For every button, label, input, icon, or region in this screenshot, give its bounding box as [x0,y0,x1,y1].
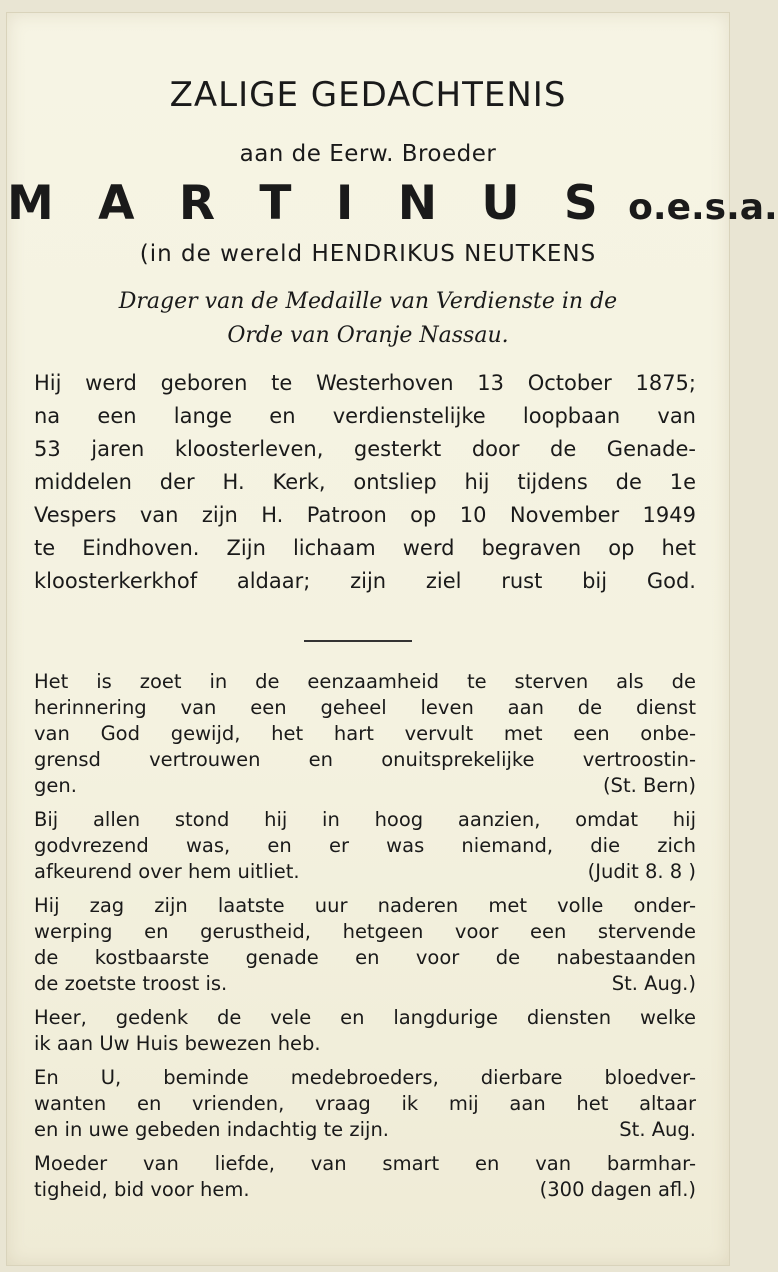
quote-line: en in uwe gebeden indachtig te zijn. [34,1118,390,1141]
quote-final-line [34,971,696,997]
quote-line: gen. [34,774,77,797]
quote-block [34,1005,696,1057]
quote-source: (Judit 8. 8 ) [587,860,696,883]
quote-source: (300 dagen afl.) [539,1178,696,1201]
quote-block [34,669,696,799]
quote-final-line [34,1031,696,1057]
quote-line: En U, beminde medebroeders, dierbare bloedver- [34,1066,696,1089]
quote-line: godvrezend was, en er was niemand, die zich [34,834,696,857]
quote-line: Moeder van liefde, van smart en van barmhar- [34,1152,696,1175]
quote-line: de kostbaarste genade en voor de nabestaanden [34,946,696,969]
biography-line: Vespers van zijn H. Patroon op 10 November 1949 [34,503,696,527]
quote-source: St. Aug. [619,1118,696,1141]
deceased-name [7,176,778,231]
quote-line: Het is zoet in de eenzaamheid te sterven als de [34,670,696,693]
card-title: ZALIGE GEDACHTENIS [169,75,567,115]
quote-line: Heer, gedenk de vele en langdurige diensten welke [34,1006,696,1029]
quote-line: Hij zag zijn laatste uur naderen met volle onder- [34,894,696,917]
quote-final-line [34,773,696,799]
memorial-card [6,12,778,1266]
dedication-line: aan de Eerw. Broeder [239,141,497,167]
biography-line: kloosterkerkhof aldaar; zijn ziel rust bij God. [34,569,696,593]
biography-line: 53 jaren kloosterleven, gesterkt door de Genade- [34,437,696,461]
biography [34,367,696,598]
divider [304,640,412,642]
quote-source: (St. Bern) [602,774,696,797]
quote-block [34,1065,696,1143]
biography-line: na een lange en verdienstelijke loopbaan van [34,404,696,428]
order-abbreviation: o.e.s.a. [628,187,778,228]
quote-final-line [34,859,696,885]
quote-line: wanten en vrienden, vraag ik mij aan het altaar [34,1092,696,1115]
biography-line: Hij werd geboren te Westerhoven 13 October 1875; [34,371,696,395]
quote-block [34,893,696,997]
quote-block [34,807,696,885]
quotes-section [34,669,696,1211]
worldly-name: (in de wereld HENDRIKUS NEUTKENS [139,241,597,267]
biography-line: te Eindhoven. Zijn lichaam werd begraven op het [34,536,696,560]
quote-line: ik aan Uw Huis bewezen heb. [34,1032,321,1055]
quote-line: tigheid, bid voor hem. [34,1178,250,1201]
quote-line: van God gewijd, het hart vervult met een onbe- [34,722,696,745]
quote-line: Bij allen stond hij in hoog aanzien, omdat hij [34,808,696,831]
quote-block [34,1151,696,1203]
religious-name: M A R T I N U S [7,176,612,231]
honor-line-2: Orde van Oranje Nassau. [227,323,509,348]
quote-line: herinnering van een geheel leven aan de dienst [34,696,696,719]
quote-line: werping en gerustheid, hetgeen voor een stervende [34,920,696,943]
quote-source: St. Aug.) [611,972,696,995]
quote-line: grensd vertrouwen en onuitsprekelijke vertroostin- [34,748,696,771]
quote-final-line [34,1117,696,1143]
quote-final-line [34,1177,696,1203]
biography-line: middelen der H. Kerk, ontsliep hij tijdens de 1e [34,470,696,494]
quote-line: de zoetste troost is. [34,972,228,995]
honor-line-1: Drager van de Medaille van Verdienste in de [118,289,618,314]
quote-line: afkeurend over hem uitliet. [34,860,300,883]
